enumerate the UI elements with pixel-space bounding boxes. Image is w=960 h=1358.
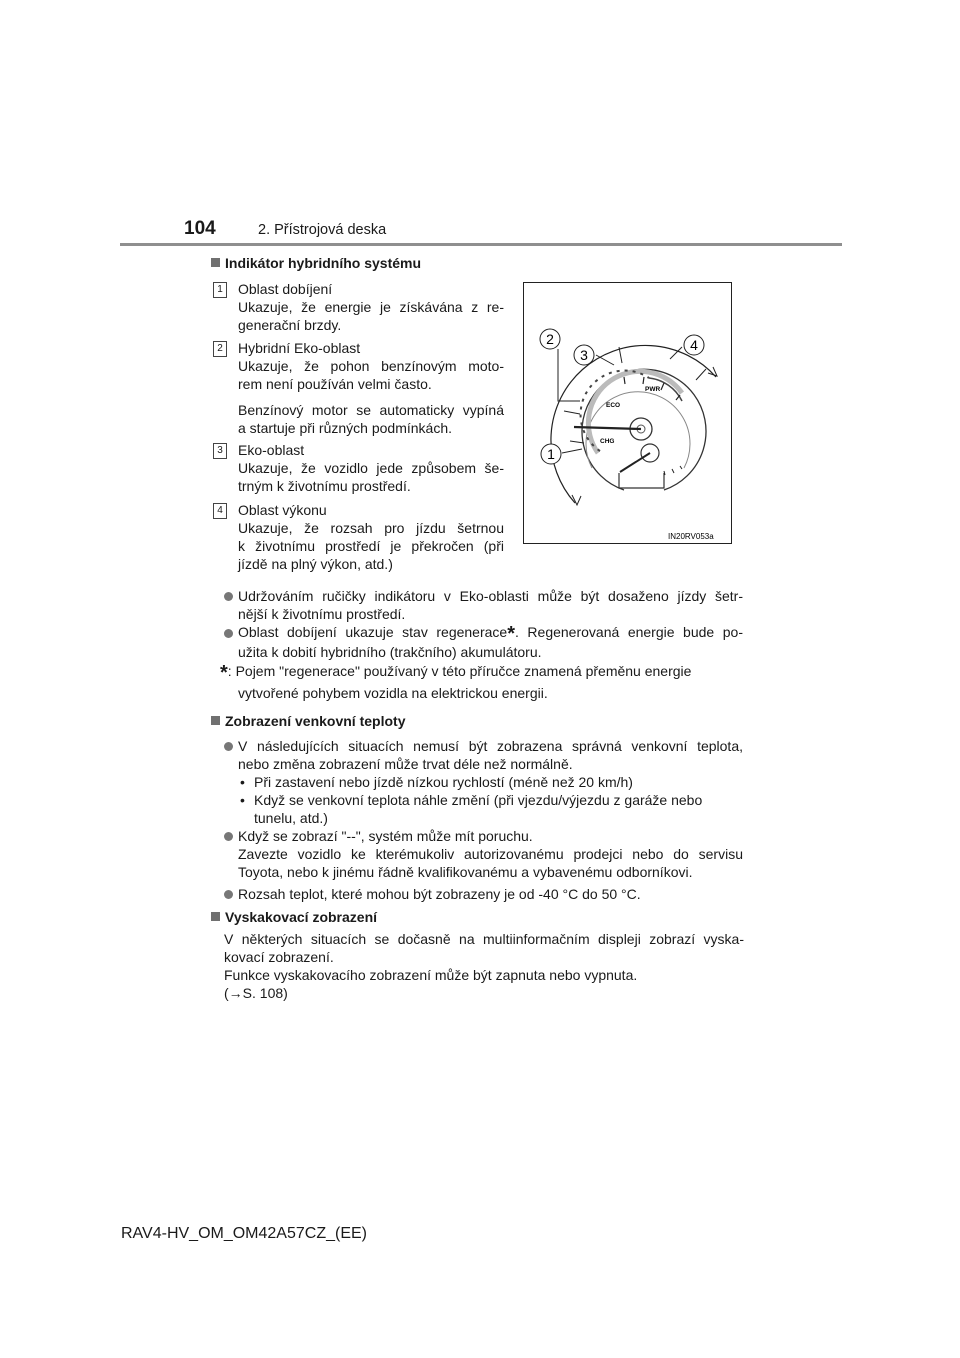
- section-heading-temperature: Zobrazení venkovní teploty: [211, 713, 405, 729]
- bullet-regeneration-text: Oblast dobíjení ukazuje stav regenerace*. Regenerovaná energie bude po- užita k dobití hybridního (trakčního) akumulátoru.: [238, 623, 743, 660]
- temp-subbullet-2: • Když se venkovní teplota náhle změní (při vjezdu/výjezdu z garáže nebo tunelu, atd.): [240, 792, 703, 826]
- item-1-text: Oblast dobíjení Ukazuje, že energie je získávána z re- generační brzdy.: [238, 281, 504, 333]
- footnote: *: Pojem "regenerace" používaný v této příručce znamená přeměnu energie vytvořené pohybem vozidla na elektrickou energii.: [220, 662, 692, 701]
- bullet-icon: [224, 890, 233, 899]
- temp-subbullet-1: • Při zastavení nebo jízdě nízkou rychlostí (méně než 20 km/h): [240, 774, 633, 790]
- page-number: 104: [184, 218, 216, 239]
- bullet-icon: [224, 742, 233, 751]
- item-4-text: Oblast výkonu Ukazuje, že rozsah pro jízdu šetrnou k životnímu prostředí je překročen (při jízdě na plný výkon, atd.): [238, 502, 504, 572]
- callout-4: 4: [690, 337, 698, 353]
- section-heading-popup: Vyskakovací zobrazení: [211, 909, 377, 925]
- callout-2: 2: [546, 331, 554, 347]
- section-heading-hybrid: Indikátor hybridního systému: [211, 255, 421, 271]
- bullet-icon: [224, 629, 233, 638]
- square-bullet-icon: [211, 716, 220, 725]
- chapter-title: 2. Přístrojová deska: [258, 222, 387, 238]
- callout-3: 3: [580, 347, 588, 363]
- document-code: RAV4-HV_OM_OM42A57CZ_(EE): [121, 1225, 367, 1242]
- temp-bullet-2: Když se zobrazí "--", systém může mít poruchu. Zavezte vozidlo ke kterémukoliv autorizovanému prodejci nebo do servisu Toyota, nebo k jinému řádně kvalifikovanému a vybavenému odborníkovi.: [238, 828, 743, 880]
- label-pwr: PWR: [645, 386, 661, 393]
- item-number-1: 1: [213, 282, 227, 298]
- header-divider: [120, 243, 842, 246]
- hybrid-gauge-illustration: [524, 283, 731, 543]
- item-2-text: Hybridní Eko-oblast Ukazuje, že pohon benzínovým moto- rem není používán velmi často. Benzínový motor se automaticky vypíná a startuje při různých podmínkách.: [238, 340, 504, 436]
- square-bullet-icon: [211, 912, 220, 921]
- temp-bullet-1: V následujících situacích nemusí být zobrazena správná venkovní teplota, nebo změna zobrazení může trvat déle než normálně.: [238, 738, 743, 772]
- bullet-icon: [224, 832, 233, 841]
- bullet-eco-text: Udržováním ručičky indikátoru v Eko-oblasti může být dosaženo jízdy šetr- nější k životnímu prostředí.: [238, 588, 743, 622]
- callout-1: 1: [547, 446, 555, 462]
- item-3-text: Eko-oblast Ukazuje, že vozidlo jede způsobem še- trným k životnímu prostředí.: [238, 442, 504, 494]
- footnote-star: *: [507, 623, 515, 645]
- label-chg: CHG: [600, 438, 615, 445]
- figure-code: IN20RV053a: [668, 532, 714, 541]
- item-number-4: 4: [213, 503, 227, 519]
- label-eco: ECO: [606, 402, 621, 409]
- bullet-icon: [224, 592, 233, 601]
- popup-text: V některých situacích se dočasně na multiinformačním displeji zobrazí vyska- kovací zobrazení. Funkce vyskakovacího zobrazení může být zapnuta nebo vypnuta. (→S. 108): [224, 931, 744, 1001]
- item-number-3: 3: [213, 443, 227, 459]
- hybrid-indicator-figure: [523, 282, 732, 544]
- temp-bullet-3: Rozsah teplot, které mohou být zobrazeny je od -40 °C do 50 °C.: [238, 886, 641, 902]
- item-number-2: 2: [213, 341, 227, 357]
- square-bullet-icon: [211, 258, 220, 267]
